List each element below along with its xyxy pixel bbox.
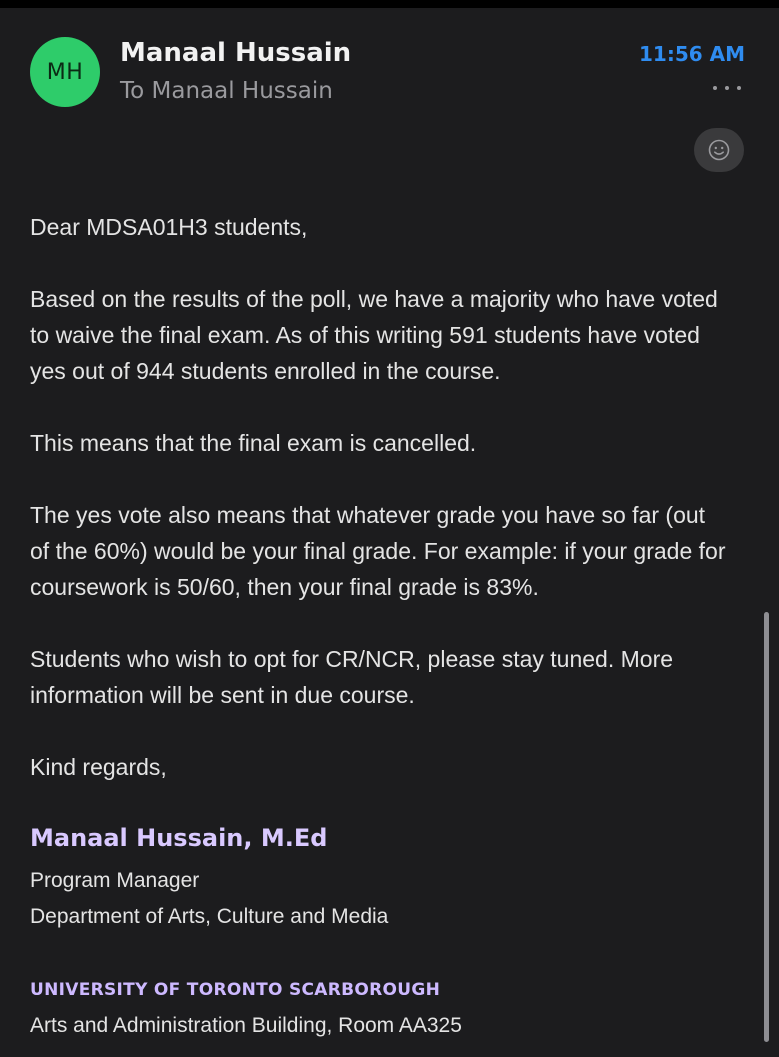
top-bar bbox=[0, 0, 779, 8]
paragraph: The yes vote also means that whatever grade you have so far (out of the 60%) would be your final grade. For example: if your grade for coursework is 50/60, then your final grade is 83%. bbox=[30, 502, 726, 600]
reaction-button[interactable] bbox=[694, 128, 744, 172]
closing: Kind regards, bbox=[30, 754, 167, 780]
signature-building: Arts and Administration Building, Room AA325 bbox=[30, 1014, 462, 1037]
signature-name: Manaal Hussain, M.Ed bbox=[30, 824, 328, 852]
message-time: 11:56 AM bbox=[638, 42, 745, 66]
smiley-icon bbox=[707, 138, 731, 162]
message-body bbox=[30, 209, 730, 821]
greeting: Dear MDSA01H3 students, bbox=[30, 214, 308, 240]
signature-university: UNIVERSITY OF TORONTO SCARBOROUGH bbox=[30, 980, 441, 1000]
signature-department: Department of Arts, Culture and Media bbox=[30, 905, 389, 928]
paragraph: Based on the results of the poll, we have a majority who have voted to waive the final exam. As of this writing 591 students have voted yes out of 944 students enrolled in the course. bbox=[30, 286, 718, 384]
scrollbar[interactable] bbox=[764, 612, 769, 1042]
paragraph: Students who wish to opt for CR/NCR, please stay tuned. More information will be sent in due course. bbox=[30, 646, 674, 708]
signature-title: Program Manager bbox=[30, 869, 200, 892]
avatar-initials: MH bbox=[46, 59, 84, 85]
paragraph: This means that the final exam is cancelled. bbox=[30, 430, 477, 456]
sender-name[interactable]: Manaal Hussain bbox=[120, 38, 352, 68]
more-horizontal-icon[interactable] bbox=[713, 80, 741, 96]
recipient-line[interactable]: To Manaal Hussain bbox=[120, 78, 333, 104]
avatar[interactable] bbox=[30, 37, 100, 107]
